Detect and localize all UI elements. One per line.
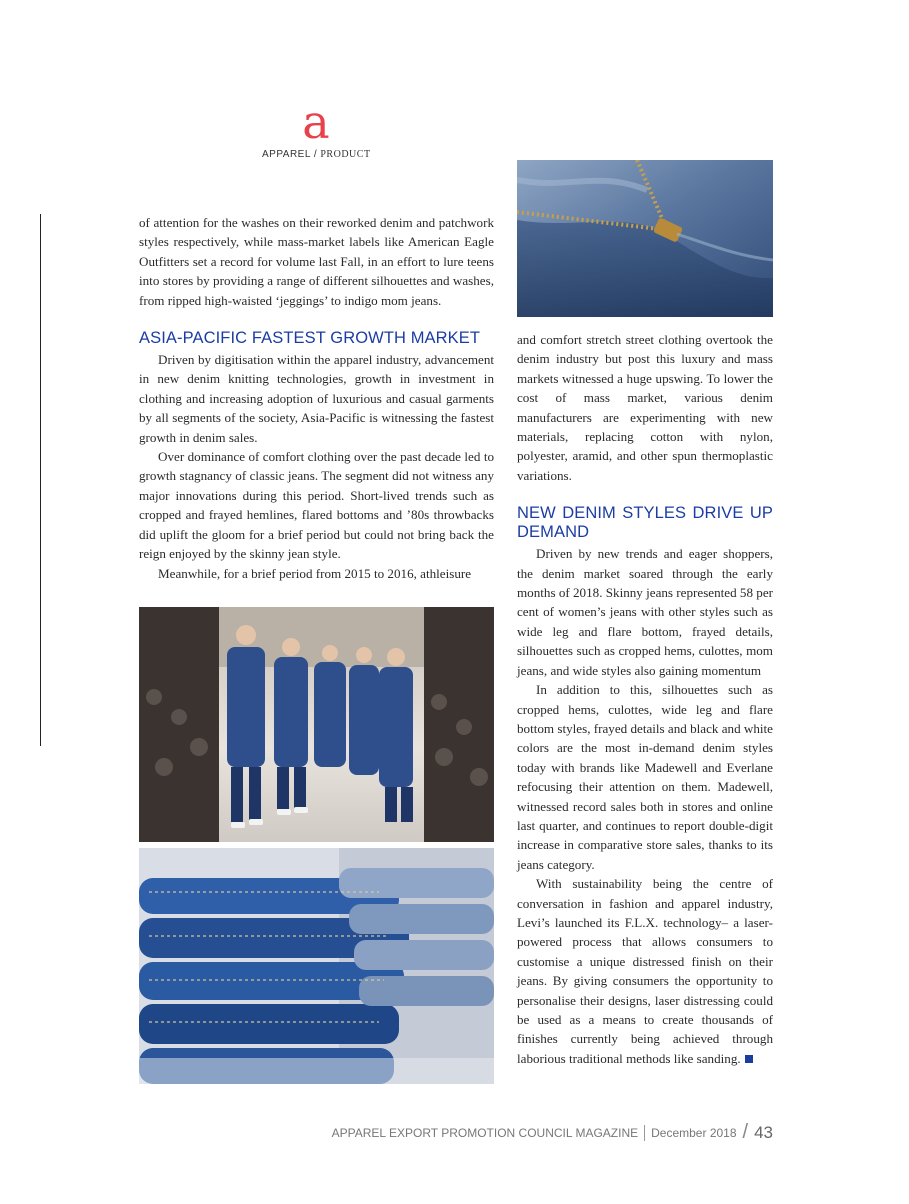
paragraph-comfort-clothing: Over dominance of comfort clothing over the past decade led to growth stagnancy of classic jeans. The segment did not witness any major innovations during this period. Short-lived trends such as cropped and frayed hemlines, flared bottoms and ’80s throwbacks did uplift the gloom for a brief period but could not bring back the reign enjoyed by the skinny jean style. <box>139 449 494 562</box>
right-column-text <box>517 330 773 1068</box>
section-label-apparel: APPAREL <box>262 149 311 160</box>
footer-slash: / <box>742 1121 749 1143</box>
left-column-text <box>139 213 494 583</box>
section-label <box>262 149 402 160</box>
end-of-article-mark <box>745 1055 753 1063</box>
section-label-product: PRODUCT <box>320 149 371 160</box>
paragraph-sustainability-text: With sustainability being the centre of conversation in fashion and apparel industry, Levi’s launched its F.L.X. technology– a laser-powered process that allows consumers to customise a unique distressed finish on their jeans. By giving consumers the opportunity to personalise their designs, laser distressing could be used as a means to create thousands of finishes currently being achieved through laborious traditional methods like sanding. <box>517 876 773 1066</box>
section-label-separator: / <box>313 149 318 160</box>
footer-date: December 2018 <box>651 1125 737 1140</box>
denim-zipper-photo <box>517 160 773 317</box>
paragraph-stretch-clothing: and comfort stretch street clothing overtook the denim industry but post this luxury and mass markets witnessed a huge upswing. To lower the cost of mass market, various denim manufacturers are experimenting with new materials, replacing cotton with nylon, polyester, aramid, and other spun thermoplastic variations. <box>517 332 773 483</box>
footer-separator <box>644 1125 645 1141</box>
left-margin-rule <box>40 214 41 746</box>
paragraph-digitisation: Driven by digitisation within the apparel industry, advancement in new denim knitting technologies, growth in investment in clothing and increasing adoption of luxurious and casual garments by all segments of the society, Asia-Pacific is witnessing the fastest growth in denim sales. <box>139 352 494 445</box>
intro-paragraph: of attention for the washes on their reworked denim and patchwork styles respectively, while mass-market labels like American Eagle Outfitters set a record for volume last Fall, in an effort to lure teens into stores by providing a range of different silhouettes and washes, from ripped high-waisted ‘jeggings’ to indigo mom jeans. <box>139 215 494 308</box>
folded-jeans-photo <box>139 848 494 1084</box>
page-number: 43 <box>754 1122 773 1142</box>
heading-new-denim-styles: NEW DENIM STYLES DRIVE UP DEMAND <box>517 504 773 542</box>
runway-models-photo <box>139 607 494 842</box>
paragraph-sustainability <box>517 874 773 1068</box>
paragraph-silhouettes: In addition to this, silhouettes such as cropped hems, culottes, wide leg and flare bottom styles, frayed details and black and white colors are the most in-demand denim styles today with brands like Madewell and Everlane refocusing their attention on them. Madewell, witnessed record sales both in stores and online last quarter, and continues to report double-digit increase in comparative store sales, thanks to its jeans category. <box>517 682 773 872</box>
footer-magazine-name: APPAREL EXPORT PROMOTION COUNCIL MAGAZINE <box>331 1125 639 1140</box>
heading-asia-pacific: ASIA-PACIFIC FASTEST GROWTH MARKET <box>139 329 481 348</box>
page-footer <box>332 1121 773 1144</box>
paragraph-new-trends: Driven by new trends and eager shoppers, the denim market soared through the early months of 2018. Skinny jeans represented 58 per cent of women’s jeans with other styles such as wide leg and flare bottom, frayed details, silhouettes such as cropped hems, culottes, mom jeans, and wide styles also gaining momentum <box>517 546 774 678</box>
paragraph-athleisure-start: Meanwhile, for a brief period from 2015 to 2016, athleisure <box>158 565 472 581</box>
magazine-logo: a <box>302 95 330 149</box>
